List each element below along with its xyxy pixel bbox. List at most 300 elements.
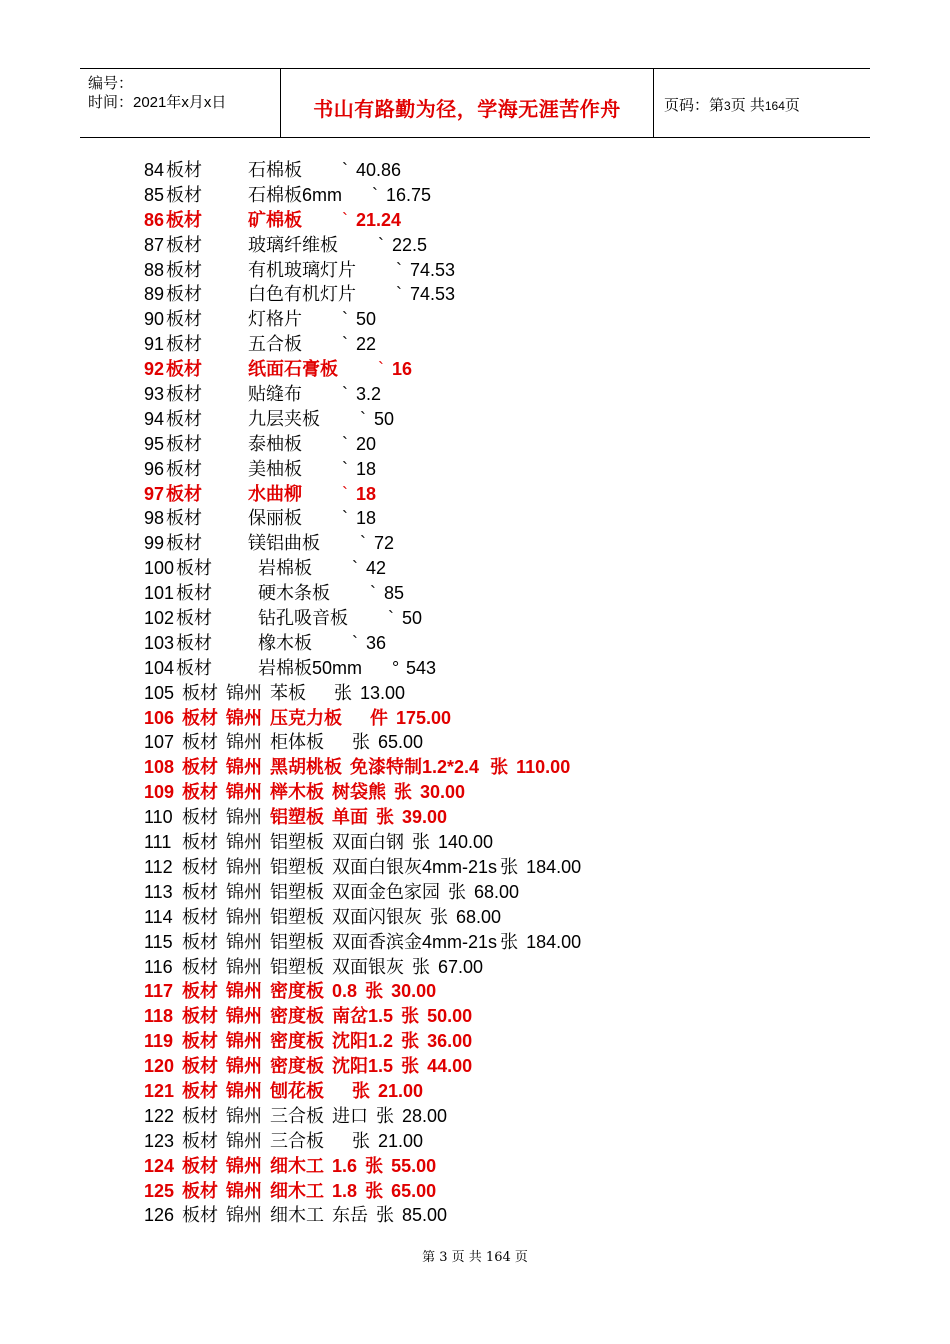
page-current: 3 [724, 99, 731, 113]
item-number: 95 [144, 433, 165, 454]
item-name: 石棉板 [248, 160, 302, 180]
item-category: 板材 [182, 1031, 219, 1052]
item-spec: 双面闪银灰 [332, 906, 423, 927]
item-unit: ` [342, 334, 348, 355]
page-indicator [664, 94, 800, 115]
list-item [144, 183, 864, 208]
item-number: 91 [144, 334, 165, 355]
item-name: 石棉板6mm [248, 184, 342, 205]
item-city: 锦州 [226, 1031, 263, 1052]
item-unit: 张 [352, 732, 371, 753]
item-spec: 免漆特制1.2*2.4 [350, 757, 480, 778]
list-item [144, 307, 864, 332]
item-price: 67.00 [438, 956, 484, 977]
item-category: 板材 [176, 583, 213, 604]
item-number: 100 [144, 558, 175, 579]
list-item [144, 531, 864, 556]
item-number: 102 [144, 608, 175, 629]
item-price: 68.00 [456, 906, 502, 927]
item-number: 123 [144, 1130, 175, 1151]
item-name: 纸面石膏板 [248, 359, 338, 380]
item-city: 锦州 [226, 782, 263, 803]
item-unit: 张 [412, 956, 431, 977]
item-category: 板材 [182, 1205, 219, 1226]
item-price: 30.00 [420, 782, 466, 803]
list-item [144, 979, 864, 1004]
item-category: 板材 [166, 284, 203, 305]
item-price: 74.53 [410, 259, 456, 280]
item-unit: 张 [394, 782, 413, 803]
list-item [144, 780, 864, 805]
page-mid: 页 共 [730, 97, 765, 114]
item-unit: ` [396, 284, 402, 305]
item-unit: ` [342, 483, 348, 504]
item-price: 50.00 [427, 1006, 473, 1027]
list-item [144, 880, 864, 905]
item-price: 21.00 [378, 1080, 424, 1101]
item-price: 18 [356, 483, 377, 504]
item-name: 岩棉板 [258, 558, 312, 579]
item-city: 锦州 [226, 956, 263, 977]
item-city: 锦州 [226, 832, 263, 853]
item-price: 40.86 [356, 160, 402, 180]
item-spec: 1.8 [332, 1180, 358, 1201]
item-unit: 张 [401, 1031, 420, 1052]
list-item [144, 1129, 864, 1154]
item-price: 50 [374, 408, 395, 429]
item-city: 锦州 [226, 906, 263, 927]
item-city: 锦州 [226, 1155, 263, 1176]
item-number: 105 [144, 682, 175, 703]
item-number: 109 [144, 782, 175, 803]
list-item [144, 930, 864, 955]
item-price: 68.00 [474, 881, 520, 902]
item-category: 板材 [166, 433, 203, 454]
item-unit: 张 [490, 757, 509, 778]
item-unit: ` [352, 632, 358, 653]
list-item [144, 606, 864, 631]
item-name: 灯格片 [248, 309, 302, 330]
item-name: 三合板 [270, 1130, 325, 1151]
item-city: 锦州 [226, 1105, 263, 1126]
item-category: 板材 [166, 334, 203, 355]
item-category: 板材 [166, 160, 203, 180]
item-price: 42 [366, 558, 387, 579]
item-category: 板材 [182, 931, 219, 952]
item-number: 118 [144, 1006, 174, 1027]
item-number: 108 [144, 757, 175, 778]
list-item [144, 457, 864, 482]
item-city: 锦州 [226, 1180, 263, 1201]
item-category: 板材 [176, 632, 213, 653]
list-item [144, 357, 864, 382]
item-price: 74.53 [410, 284, 456, 305]
item-name: 细木工 [270, 1180, 325, 1201]
item-unit: 张 [401, 1056, 420, 1077]
item-number: 117 [144, 981, 174, 1002]
item-unit: 张 [365, 981, 384, 1002]
item-spec: 东岳 [332, 1205, 369, 1226]
item-category: 板材 [182, 981, 219, 1002]
item-name: 有机玻璃灯片 [248, 259, 356, 280]
item-number: 125 [144, 1180, 175, 1201]
item-number: 114 [144, 906, 173, 927]
item-city: 锦州 [226, 881, 263, 902]
item-name: 苯板 [270, 682, 307, 703]
item-number: 94 [144, 408, 165, 429]
item-spec: 树袋熊 [332, 782, 387, 803]
item-unit: 张 [352, 1130, 371, 1151]
header-page-cell [654, 69, 870, 137]
list-item [144, 1104, 864, 1129]
item-price: 18 [356, 458, 377, 479]
item-number: 116 [144, 956, 173, 977]
item-category: 板材 [182, 956, 219, 977]
item-unit: ` [360, 533, 366, 554]
item-city: 锦州 [226, 1205, 263, 1226]
item-category: 板材 [166, 408, 203, 429]
item-unit: ` [378, 234, 384, 255]
item-name: 水曲柳 [248, 483, 302, 504]
motto-text: 书山有路勤为径，学海无涯苦作舟 [313, 99, 621, 121]
item-name: 贴缝布 [248, 384, 302, 405]
item-category: 板材 [182, 1130, 219, 1151]
item-unit: 张 [376, 807, 395, 828]
item-unit: ° [392, 657, 400, 678]
item-name: 密度板 [270, 1056, 325, 1077]
item-price: 85 [384, 583, 405, 604]
item-name: 密度板 [270, 1006, 325, 1027]
item-unit: 张 [352, 1080, 371, 1101]
item-price: 36.00 [427, 1031, 473, 1052]
item-spec: 1.6 [332, 1155, 358, 1176]
item-name: 铝塑板 [270, 881, 325, 902]
item-city: 锦州 [226, 682, 263, 703]
item-unit: 张 [500, 931, 519, 952]
item-category: 板材 [166, 533, 203, 554]
item-city: 锦州 [226, 1130, 263, 1151]
item-name: 铝塑板 [270, 931, 325, 952]
item-name: 柜体板 [270, 732, 325, 753]
item-name: 硬木条板 [258, 583, 330, 604]
list-item [144, 706, 864, 731]
item-price: 18 [356, 508, 377, 529]
item-unit: ` [372, 184, 379, 205]
item-category: 板材 [182, 856, 219, 877]
item-unit: ` [342, 433, 348, 454]
list-item [144, 282, 864, 307]
item-name: 泰柚板 [248, 433, 302, 454]
item-spec: 南岔1.5 [332, 1006, 394, 1027]
item-spec: 沈阳1.5 [332, 1056, 394, 1077]
list-item [144, 233, 864, 258]
item-category: 板材 [166, 384, 203, 405]
item-city: 锦州 [226, 707, 263, 728]
item-name: 三合板 [270, 1105, 325, 1126]
item-name: 镁铝曲板 [248, 533, 320, 554]
item-number: 124 [144, 1155, 175, 1176]
item-category: 板材 [176, 558, 213, 579]
list-item [144, 905, 864, 930]
item-price: 50 [402, 608, 423, 629]
item-category: 板材 [182, 707, 219, 728]
item-category: 板材 [176, 608, 213, 629]
item-name: 矿棉板 [248, 209, 302, 230]
item-number: 93 [144, 384, 165, 405]
item-number: 112 [144, 856, 173, 877]
item-unit: ` [342, 309, 348, 330]
list-item [144, 1179, 864, 1204]
item-spec: 单面 [332, 807, 369, 828]
list-item [144, 1203, 864, 1228]
header-motto-cell [281, 69, 654, 137]
item-number: 103 [144, 632, 175, 653]
item-price: 85.00 [402, 1205, 448, 1226]
item-unit: ` [388, 608, 394, 629]
item-city: 锦州 [226, 807, 263, 828]
list-item [144, 755, 864, 780]
item-number: 90 [144, 309, 165, 330]
item-price: 543 [406, 657, 437, 678]
list-item [144, 382, 864, 407]
item-spec: 双面银灰 [332, 956, 405, 977]
item-category: 板材 [182, 906, 219, 927]
list-item [144, 681, 864, 706]
item-unit: 件 [370, 707, 389, 728]
item-price: 65.00 [391, 1180, 437, 1201]
item-number: 111 [144, 832, 172, 853]
item-name: 铝塑板 [270, 856, 325, 877]
item-name: 铝塑板 [270, 906, 325, 927]
item-number: 85 [144, 184, 165, 205]
item-spec: 0.8 [332, 981, 358, 1002]
item-category: 板材 [166, 483, 203, 504]
item-number: 98 [144, 508, 165, 529]
item-category: 板材 [166, 458, 203, 479]
item-category: 板材 [182, 1006, 219, 1027]
list-item [144, 432, 864, 457]
item-price: 72 [374, 533, 395, 554]
item-unit: ` [360, 408, 366, 429]
item-category: 板材 [182, 782, 219, 803]
item-name: 白色有机灯片 [248, 284, 356, 305]
item-unit: 张 [412, 832, 431, 853]
header-meta-cell [80, 69, 281, 137]
item-price: 21.00 [378, 1130, 424, 1151]
item-number: 115 [144, 931, 173, 952]
item-unit: ` [342, 458, 348, 479]
item-number: 88 [144, 259, 165, 280]
item-number: 107 [144, 732, 175, 753]
item-price: 140.00 [438, 832, 494, 853]
list-item [144, 1004, 864, 1029]
page-footer: 第 3 页 共 164 页 [422, 1250, 528, 1265]
item-price: 16 [392, 359, 413, 380]
item-price: 21.24 [356, 209, 402, 230]
item-category: 板材 [182, 682, 219, 703]
list-item [144, 332, 864, 357]
item-name: 岩棉板50mm [258, 657, 363, 678]
item-spec: 双面白银灰4mm-21s [332, 856, 498, 877]
item-price: 50 [356, 309, 377, 330]
item-name: 密度板 [270, 981, 325, 1002]
item-unit: 张 [376, 1105, 395, 1126]
item-number: 92 [144, 359, 165, 380]
item-name: 九层夹板 [248, 408, 320, 429]
item-price: 22 [356, 334, 377, 355]
item-unit: ` [342, 209, 348, 230]
item-spec: 进口 [332, 1105, 369, 1126]
list-item [144, 1029, 864, 1054]
page-header [80, 68, 870, 138]
item-price: 55.00 [391, 1155, 437, 1176]
item-name: 密度板 [270, 1031, 325, 1052]
item-number: 119 [144, 1031, 174, 1052]
item-unit: ` [342, 384, 348, 405]
item-category: 板材 [182, 832, 219, 853]
item-city: 锦州 [226, 1080, 263, 1101]
item-unit: 张 [365, 1180, 384, 1201]
item-category: 板材 [182, 732, 219, 753]
list-item [144, 730, 864, 755]
item-number: 104 [144, 657, 175, 678]
item-category: 板材 [176, 657, 213, 678]
item-city: 锦州 [226, 1056, 263, 1077]
item-name: 榉木板 [270, 782, 325, 803]
item-category: 板材 [166, 508, 203, 529]
item-price: 184.00 [526, 856, 582, 877]
item-category: 板材 [166, 209, 203, 230]
list-item [144, 656, 864, 681]
list-item [144, 1154, 864, 1179]
item-number: 110 [144, 807, 173, 828]
item-number: 120 [144, 1056, 175, 1077]
item-name: 压克力板 [270, 707, 343, 728]
item-unit: 张 [376, 1205, 395, 1226]
item-name: 刨花板 [270, 1080, 325, 1101]
item-spec: 双面金色家园 [332, 881, 441, 902]
item-price: 20 [356, 433, 377, 454]
item-category: 板材 [166, 309, 203, 330]
item-number: 86 [144, 209, 165, 230]
item-category: 板材 [182, 1180, 219, 1201]
list-item [144, 482, 864, 507]
item-city: 锦州 [226, 981, 263, 1002]
list-item [144, 407, 864, 432]
item-category: 板材 [182, 1080, 219, 1101]
item-name: 玻璃纤维板 [248, 234, 338, 255]
doc-code-label: 编号： [88, 75, 134, 92]
item-name: 铝塑板 [270, 956, 325, 977]
item-price: 28.00 [402, 1105, 448, 1126]
item-category: 板材 [182, 881, 219, 902]
item-unit: ` [342, 160, 348, 180]
item-price: 175.00 [396, 707, 452, 728]
item-spec: 双面香滨金4mm-21s [332, 931, 498, 952]
list-item [144, 1054, 864, 1079]
list-item [144, 955, 864, 980]
item-category: 板材 [166, 234, 203, 255]
item-category: 板材 [166, 259, 203, 280]
item-price: 36 [366, 632, 387, 653]
list-item [144, 556, 864, 581]
list-item [144, 158, 864, 183]
list-item [144, 631, 864, 656]
item-name: 铝塑板 [270, 832, 325, 853]
item-number: 97 [144, 483, 165, 504]
page-total: 164 [764, 99, 785, 113]
item-unit: ` [378, 359, 384, 380]
list-item [144, 1079, 864, 1104]
item-name: 细木工 [270, 1205, 325, 1226]
item-name: 钻孔吸音板 [258, 608, 348, 629]
item-number: 101 [144, 583, 175, 604]
item-city: 锦州 [226, 1006, 263, 1027]
item-unit: 张 [430, 906, 449, 927]
item-city: 锦州 [226, 732, 263, 753]
item-price: 30.00 [391, 981, 437, 1002]
item-number: 84 [144, 160, 165, 180]
item-price: 184.00 [526, 931, 582, 952]
item-name: 铝塑板 [270, 807, 325, 828]
item-name: 细木工 [270, 1155, 325, 1176]
list-item [144, 506, 864, 531]
item-price: 39.00 [402, 807, 448, 828]
item-city: 锦州 [226, 757, 263, 778]
item-number: 113 [144, 881, 173, 902]
item-category: 板材 [166, 359, 203, 380]
item-number: 126 [144, 1205, 175, 1226]
item-category: 板材 [182, 1105, 219, 1126]
item-unit: 张 [448, 881, 467, 902]
item-price: 22.5 [392, 234, 428, 255]
item-unit: ` [396, 259, 402, 280]
item-price: 13.00 [360, 682, 406, 703]
item-number: 87 [144, 234, 165, 255]
item-unit: ` [370, 583, 376, 604]
doc-date-label: 时间：2021年x月x日 [88, 94, 227, 111]
item-number: 89 [144, 284, 165, 305]
list-item [144, 258, 864, 283]
item-category: 板材 [182, 807, 219, 828]
item-price: 65.00 [378, 732, 424, 753]
item-name: 保丽板 [248, 508, 302, 529]
item-category: 板材 [182, 1056, 219, 1077]
item-unit: 张 [401, 1006, 420, 1027]
item-price: 44.00 [427, 1056, 473, 1077]
list-item [144, 805, 864, 830]
page-end: 页 [784, 97, 800, 114]
item-name: 橡木板 [258, 632, 312, 653]
item-name: 五合板 [248, 334, 302, 355]
item-unit: 张 [334, 682, 353, 703]
item-category: 板材 [182, 1155, 219, 1176]
item-city: 锦州 [226, 931, 263, 952]
item-category: 板材 [166, 184, 203, 205]
item-name: 黑胡桃板 [270, 757, 343, 778]
item-unit: ` [352, 558, 358, 579]
item-number: 96 [144, 458, 165, 479]
item-spec: 双面白钢 [332, 832, 405, 853]
item-unit: 张 [500, 856, 519, 877]
item-city: 锦州 [226, 856, 263, 877]
item-unit: ` [342, 508, 348, 529]
item-category: 板材 [182, 757, 219, 778]
list-item [144, 855, 864, 880]
item-number: 121 [144, 1080, 175, 1101]
item-price: 3.2 [356, 384, 382, 405]
item-number: 106 [144, 707, 175, 728]
